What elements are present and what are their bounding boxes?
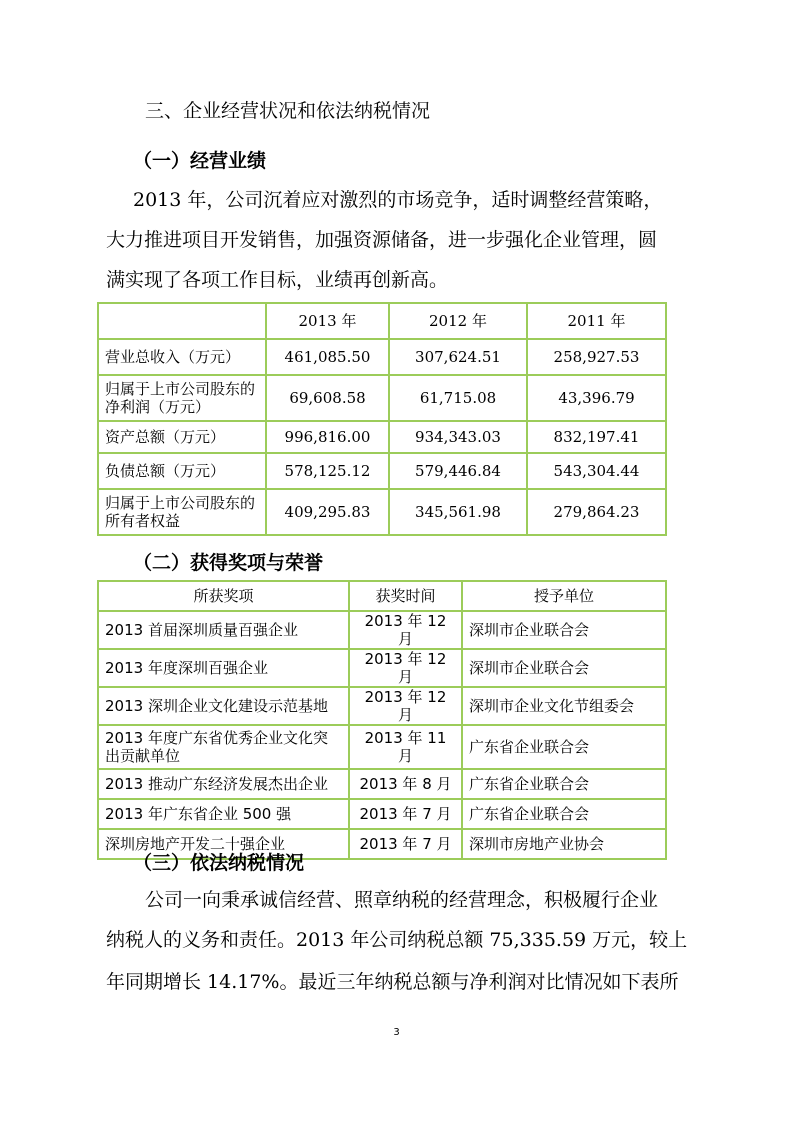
table-cell: 258,927.53	[527, 339, 666, 375]
page-number: 3	[393, 1027, 400, 1038]
page-heading: 三、企业经营状况和依法纳税情况	[145, 100, 431, 122]
table-cell: 69,608.58	[266, 375, 389, 421]
table-cell: 934,343.03	[389, 421, 527, 453]
award-issuer: 深圳市企业联合会	[462, 649, 666, 687]
row-label: 营业总收入（万元）	[98, 339, 266, 375]
paragraph-line: 满实现了各项工作目标，业绩再创新高。	[106, 269, 449, 291]
row-label: 归属于上市公司股东的所有者权益	[98, 489, 266, 535]
award-name: 2013 推动广东经济发展杰出企业	[98, 769, 349, 799]
table-header-cell: 2011 年	[527, 303, 666, 339]
table-row	[98, 687, 666, 725]
table-cell: 579,446.84	[389, 453, 527, 489]
table-row	[98, 375, 666, 421]
award-date: 2013 年 12 月	[349, 611, 462, 649]
table-row	[98, 769, 666, 799]
table-cell: 279,864.23	[527, 489, 666, 535]
table-cell: 461,085.50	[266, 339, 389, 375]
paragraph-line: 大力推进项目开发销售，加强资源储备，进一步强化企业管理，圆	[106, 229, 658, 251]
table-header-row	[98, 581, 666, 611]
award-name: 2013 深圳企业文化建设示范基地	[98, 687, 349, 725]
award-name: 2013 年度广东省优秀企业文化突出贡献单位	[98, 725, 349, 769]
award-issuer: 广东省企业联合会	[462, 769, 666, 799]
paragraph-line: 公司一向秉承诚信经营、照章纳税的经营理念，积极履行企业	[145, 889, 659, 911]
award-issuer: 深圳市企业文化节组委会	[462, 687, 666, 725]
award-date: 2013 年 12 月	[349, 649, 462, 687]
section-title-awards: （二）获得奖项与荣誉	[133, 552, 324, 574]
performance-table	[97, 302, 667, 536]
table-cell: 832,197.41	[527, 421, 666, 453]
award-date: 2013 年 11 月	[349, 725, 462, 769]
table-header-cell: 所获奖项	[98, 581, 349, 611]
table-row	[98, 611, 666, 649]
table-header-row	[98, 303, 666, 339]
award-issuer: 深圳市房地产业协会	[462, 829, 666, 859]
table-cell: 43,396.79	[527, 375, 666, 421]
table-cell: 409,295.83	[266, 489, 389, 535]
table-row	[98, 421, 666, 453]
row-label: 负债总额（万元）	[98, 453, 266, 489]
table-header-cell: 2012 年	[389, 303, 527, 339]
table-row	[98, 489, 666, 535]
table-header-cell: 授予单位	[462, 581, 666, 611]
award-date: 2013 年 8 月	[349, 769, 462, 799]
table-header-cell	[98, 303, 266, 339]
award-issuer: 深圳市企业联合会	[462, 611, 666, 649]
table-row	[98, 725, 666, 769]
table-header-cell: 2013 年	[266, 303, 389, 339]
awards-table	[97, 580, 667, 860]
section-title-taxes: （三）依法纳税情况	[133, 852, 305, 874]
table-cell: 578,125.12	[266, 453, 389, 489]
award-name: 2013 年广东省企业 500 强	[98, 799, 349, 829]
table-header-cell: 获奖时间	[349, 581, 462, 611]
row-label: 资产总额（万元）	[98, 421, 266, 453]
award-issuer: 广东省企业联合会	[462, 725, 666, 769]
table-row	[98, 799, 666, 829]
table-cell: 345,561.98	[389, 489, 527, 535]
award-name: 2013 首届深圳质量百强企业	[98, 611, 349, 649]
award-date: 2013 年 12 月	[349, 687, 462, 725]
award-issuer: 广东省企业联合会	[462, 799, 666, 829]
table-cell: 543,304.44	[527, 453, 666, 489]
table-cell: 996,816.00	[266, 421, 389, 453]
table-row	[98, 453, 666, 489]
award-date: 2013 年 7 月	[349, 829, 462, 859]
table-cell: 61,715.08	[389, 375, 527, 421]
table-row	[98, 339, 666, 375]
paragraph-line: 年同期增长 14.17%。最近三年纳税总额与净利润对比情况如下表所	[106, 971, 679, 993]
award-date: 2013 年 7 月	[349, 799, 462, 829]
paragraph-line: 2013 年，公司沉着应对激烈的市场竞争，适时调整经营策略，	[133, 189, 663, 211]
award-name: 2013 年度深圳百强企业	[98, 649, 349, 687]
paragraph-line: 纳税人的义务和责任。2013 年公司纳税总额 75,335.59 万元，较上	[106, 929, 688, 951]
section-title-performance: （一）经营业绩	[133, 150, 267, 172]
table-cell: 307,624.51	[389, 339, 527, 375]
table-row	[98, 649, 666, 687]
row-label: 归属于上市公司股东的净利润（万元）	[98, 375, 266, 421]
award-name: 深圳房地产开发二十强企业	[98, 829, 349, 859]
